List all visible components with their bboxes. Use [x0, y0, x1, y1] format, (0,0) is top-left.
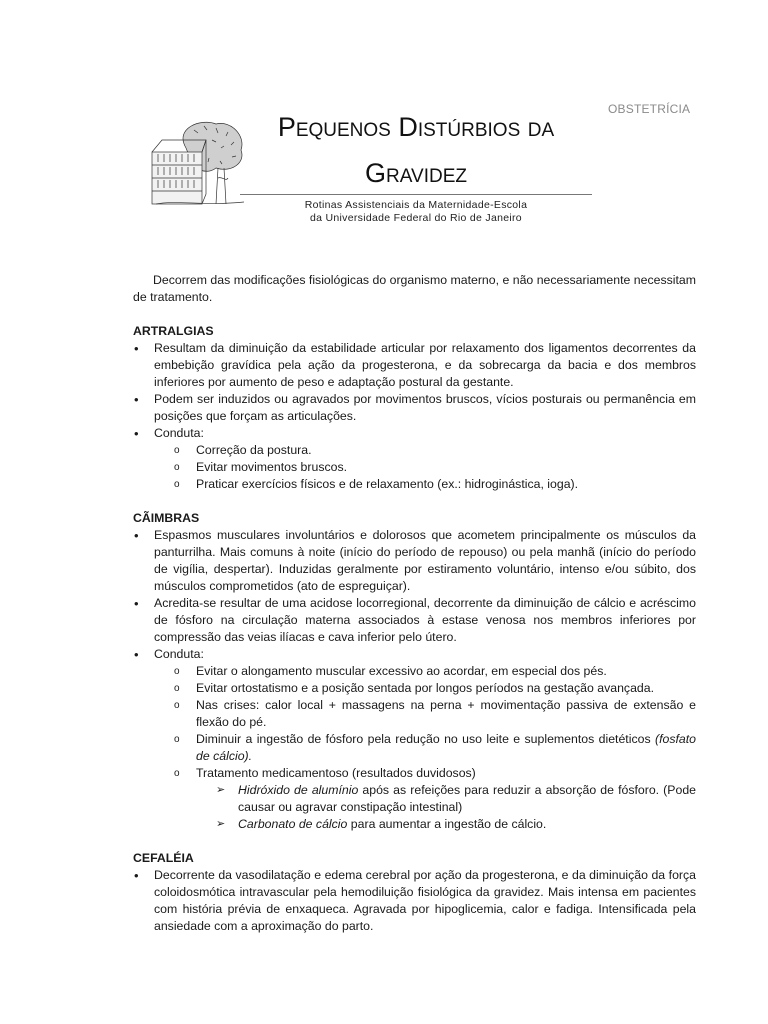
drug-text: após as refeições para reduzir a absorção de fósforo. (Pode causar ou agravar constipação intestinal) — [238, 783, 697, 814]
artralgias-conduta-list — [154, 442, 696, 493]
list-item: • Decorrente da vasodilatação e edema cerebral por ação da progesterona, e da diminuição da força coloidosmótica intravascular pela hemodiluição fisiológica da gravidez. Mais intensa em pacientes com história prévia de enxaqueca. Agravada por hipoglicemia, calor e fadiga. Intensificada pela ansiedade com a aproximação do parto. — [133, 867, 696, 935]
heading-caimbras: CÃIMBRAS — [133, 511, 200, 525]
sub-list-item: o Correção da postura. — [174, 442, 696, 459]
maternity-building-tree-drawing-icon — [146, 118, 246, 210]
drug-name: Carbonato de cálcio — [238, 817, 348, 831]
drug-item — [216, 782, 696, 816]
sub-list-item: o Evitar o alongamento muscular excessivo ao acordar, em especial dos pés. — [174, 663, 696, 680]
subtitle-line-1: Rotinas Assistenciais da Maternidade-Escola — [304, 199, 528, 211]
list-item — [133, 646, 696, 833]
drug-text: para aumentar a ingestão de cálcio. — [347, 817, 547, 831]
subtitle-line-2: da Universidade Federal do Rio de Janeiro — [310, 212, 522, 224]
subtitle — [240, 199, 592, 225]
conduta-label: Conduta: — [154, 426, 204, 440]
drug-list — [196, 782, 696, 833]
conduta-label: Conduta: — [154, 647, 204, 661]
document-body — [133, 272, 696, 935]
heading-cefaleia: CEFALÉIA — [133, 851, 194, 865]
drug-item — [216, 816, 696, 833]
conduta-italic: (fosfato de cálcio). — [196, 732, 696, 763]
caimbras-list — [133, 527, 696, 833]
sub-list-item: o Evitar ortostatismo e a posição sentada por longos períodos na gestação avançada. — [174, 680, 696, 697]
title-line-1: Pequenos Distúrbios da — [277, 112, 555, 142]
conduta-text: Diminuir a ingestão de fósforo pela redução no uso leite e suplementos dietéticos — [196, 732, 655, 746]
treatment-label: Tratamento medicamentoso (resultados duvidosos) — [196, 766, 476, 780]
sub-list-item: o Nas crises: calor local + massagens na perna + movimentação passiva de extensão e flexão do pé. — [174, 697, 696, 731]
artralgias-list — [133, 340, 696, 493]
section-tag: OBSTETRÍCIA — [608, 102, 691, 116]
list-item: • Podem ser induzidos ou agravados por movimentos bruscos, vícios posturais ou permanência em posições que forçam as articulações. — [133, 391, 696, 425]
title-line-2: Gravidez — [365, 158, 467, 188]
list-item: • Resultam da diminuição da estabilidade articular por relaxamento dos ligamentos decorrentes da embebição gravídica pela ação da progesterona, e da sobrecarga da bacia e dos membros inferiores por aumento de peso e adaptação postural da gestante. — [133, 340, 696, 391]
sub-list-item — [174, 765, 696, 833]
heading-artralgias: ARTRALGIAS — [133, 324, 214, 338]
list-item — [133, 425, 696, 493]
list-item: • Acredita-se resultar de uma acidose locorregional, decorrente da diminuição de cálcio e acréscimo de fósforo na circulação materna associados à estase venosa nos membros inferiores por compressão das veias ilíacas e cava inferior pelo útero. — [133, 595, 696, 646]
caimbras-conduta-list — [154, 663, 696, 833]
intro-paragraph: Decorrem das modificações fisiológicas do organismo materno, e não necessariamente necessitam de tratamento. — [133, 273, 696, 304]
cefaleia-list — [133, 867, 696, 935]
sub-list-item: o Praticar exercícios físicos e de relaxamento (ex.: hidroginástica, ioga). — [174, 476, 696, 493]
list-item: • Espasmos musculares involuntários e dolorosos que acometem principalmente os músculos da panturrilha. Mais comuns à noite (início do período de repouso) ou pela manhã (início do período de vigília, despertar). Induzidas geralmente por estiramento voluntário, intenso e/ou súbito, dos músculos comprometidos (ato de espreguiçar). — [133, 527, 696, 595]
drug-name: Hidróxido de alumínio — [238, 783, 359, 797]
sub-list-item — [174, 731, 696, 765]
title-divider — [240, 194, 592, 195]
sub-list-item: o Evitar movimentos bruscos. — [174, 459, 696, 476]
